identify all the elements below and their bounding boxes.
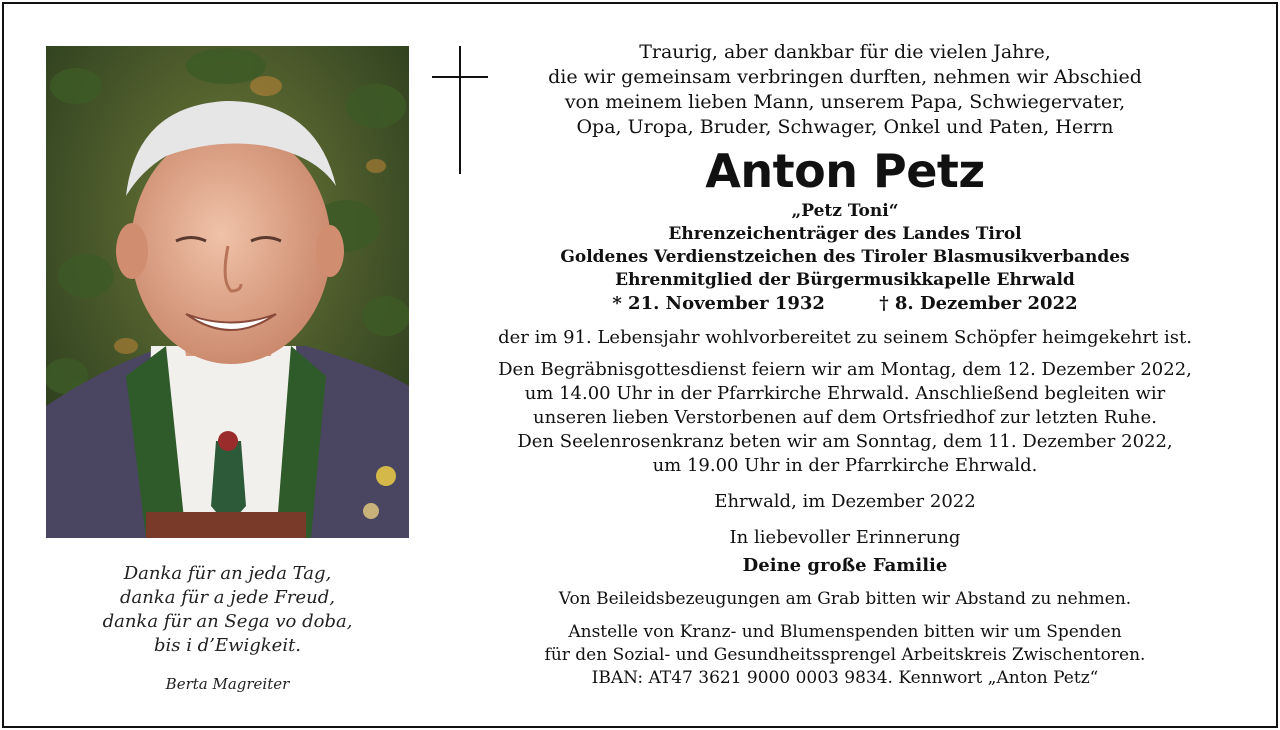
funeral-line: Den Seelenrosenkranz beten wir am Sonntag, dem 11. Dezember 2022,	[517, 431, 1173, 452]
honor-line: Goldenes Verdienstzeichen des Tiroler Blasmusikverbandes	[560, 247, 1130, 267]
obituary-text	[440, 40, 1250, 690]
funeral-line: um 14.00 Uhr in der Pfarrkirche Ehrwald. Anschließend begleiten wir	[524, 383, 1166, 404]
honors	[440, 200, 1250, 292]
memory-line: In liebevoller Erinnerung	[729, 527, 961, 548]
deceased-name: Anton Petz	[705, 144, 985, 198]
intro-line: die wir gemeinsam verbringen durften, nehmen wir Abschied	[548, 66, 1142, 88]
donation-line: für den Sozial- und Gesundheitssprengel Arbeitskreis Zwischentoren.	[544, 645, 1146, 665]
poem-line: Danka für an jeda Tag,	[123, 563, 332, 584]
birth-date: * 21. November 1932	[612, 293, 825, 314]
intro-line: Opa, Uropa, Bruder, Schwager, Onkel und Paten, Herrn	[576, 116, 1114, 138]
honor-line: Ehrenzeichenträger des Landes Tirol	[668, 224, 1022, 244]
life-dates	[440, 292, 1250, 316]
funeral-details	[440, 358, 1250, 478]
poem-author: Berta Magreiter	[165, 675, 290, 693]
poem-line: danka für a jede Freud,	[120, 587, 335, 608]
poem	[46, 562, 409, 696]
death-date: † 8. Dezember 2022	[879, 293, 1078, 314]
funeral-line: unseren lieben Verstorbenen auf dem Ortsfriedhof zur letzten Ruhe.	[533, 407, 1157, 428]
donation-line: Anstelle von Kranz- und Blumenspenden bitten wir um Spenden	[568, 622, 1122, 642]
condolence-notice: Von Beileidsbezeugungen am Grab bitten wir Abstand zu nehmen.	[558, 589, 1132, 609]
poem-line: danka für an Sega vo doba,	[102, 611, 353, 632]
intro-text	[440, 40, 1250, 140]
donation-request	[440, 621, 1250, 690]
nickname: „Petz Toni“	[791, 201, 899, 221]
intro-line: von meinem lieben Mann, unserem Papa, Schwiegervater,	[564, 91, 1126, 113]
portrait-photo	[46, 46, 409, 538]
place-date: Ehrwald, im Dezember 2022	[714, 491, 976, 512]
family-signature: Deine große Familie	[742, 555, 948, 576]
honor-line: Ehrenmitglied der Bürgermusikkapelle Ehrwald	[615, 270, 1075, 290]
funeral-line: um 19.00 Uhr in der Pfarrkirche Ehrwald.	[652, 455, 1038, 476]
funeral-line: Den Begräbnisgottesdienst feiern wir am Montag, dem 12. Dezember 2022,	[498, 359, 1192, 380]
donation-line: IBAN: AT47 3621 9000 0003 9834. Kennwort „Anton Petz“	[591, 668, 1099, 688]
age-line: der im 91. Lebensjahr wohlvorbereitet zu seinem Schöpfer heimgekehrt ist.	[498, 327, 1192, 348]
intro-line: Traurig, aber dankbar für die vielen Jahre,	[639, 41, 1051, 63]
poem-line: bis i d’Ewigkeit.	[153, 635, 302, 656]
